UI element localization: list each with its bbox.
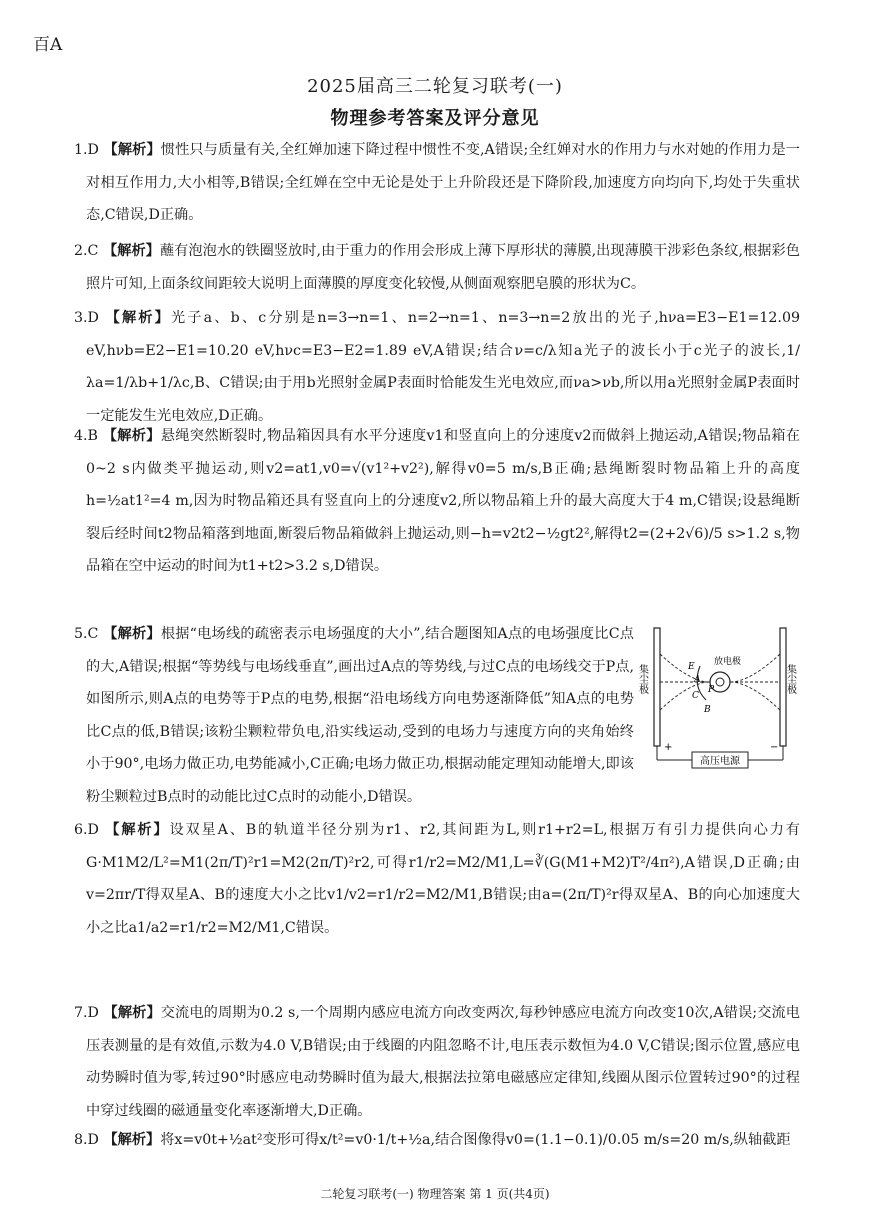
point-b-label: B: [704, 705, 711, 715]
answer-item: 3.D 【解析】光子a、b、c分别是n=3→n=1、n=2→n=1、n=3→n=2放出的光子,hνa=E3−E1=12.09 eV,hνb=E2−E1=10.20 eV,hνc=E3−E2=1.89 eV,A错误;结合ν=c/λ知a光子的波长小于c光子的波长,1/λa=1/λb+1/λc,B、C错误;由于用b光照射金属P表面时恰能发生光电效应,而νa>νb,所以用a光照射金属P表面时一定能发生光电效应,D正确。: [74, 310, 800, 424]
center-electrode-label: 放电极: [714, 657, 742, 667]
electrostatic-precipitator-diagram: [636, 624, 800, 774]
answer-item: 1.D 【解析】惯性只与质量有关,全红婵加速下降过程中惯性不变,A错误;全红婵对水的作用力与水对她的作用力是一对相互作用力,大小相等,B错误;全红婵在空中无论是处于上升阶段还是下降阶段,加速度方向均向下,均处于失重状态,C错误,D正确。: [74, 142, 800, 223]
answer-item: 6.D 【解析】设双星A、B的轨道半径分别为r1、r2,其间距为L,则r1+r2=L,根据万有引力提供向心力有G·M1M2/L²=M1(2π/T)²r1=M2(2π/T)²r2,可得r1/r2=M2/M1,L=∛(G(M1+M2)T²/4π²),A错误,D正确;由v=2πr/T得双星A、B的速度大小之比v1/v2=r1/r2=M2/M1,B错误;由a=(2π/T)²r得双星A、B的向心加速度大小之比a1/a2=r1/r2=M2/M1,C错误。: [74, 822, 800, 936]
page-title: 2025届高三二轮复习联考(一): [307, 76, 563, 97]
answer-item: 7.D 【解析】交流电的周期为0.2 s,一个周期内感应电流方向改变两次,每秒钟感应电流方向改变10次,A错误;交流电压表测量的是有效值,示数为4.0 V,B错误;由于线圈的内阻忽略不计,电压表示数恒为4.0 V,C错误;图示位置,感应电动势瞬时值为零,转过90°时感应电动势瞬时值为最大,根据法拉第电磁感应定律知,线圈从图示位置转过90°的过程中穿过线圈的磁通量变化率逐渐增大,D正确。: [74, 1005, 800, 1119]
point-a-label: A: [694, 675, 701, 685]
left-collector-label: 集尘极: [636, 664, 648, 694]
answer-item: 2.C 【解析】蘸有泡泡水的铁圈竖放时,由于重力的作用会形成上薄下厚形状的薄膜,出现薄膜干涉彩色条纹,根据彩色照片可知,上面条纹间距较大说明上面薄膜的厚度变化较慢,从侧面观察肥皂膜的形状为C。: [74, 243, 800, 292]
point-c-label: C: [692, 691, 699, 701]
minus-sign: −: [770, 742, 779, 753]
answer-item: 8.D 【解析】将x=v0t+½at²变形可得x/t²=v0·1/t+½a,结合图像得v0=(1.1−0.1)/0.05 m/s=20 m/s,纵轴截距: [74, 1132, 791, 1148]
answer-item: 5.C 【解析】根据“电场线的疏密表示电场强度的大小”,结合题图知A点的电场强度比C点的大,A错误;根据“等势线与电场线垂直”,画出过A点的等势线,与过C点的电场线交于P点,如图所示,则A点的电势等于P点的电势,根据“沿电场线方向电势逐渐降低”知A点的电势比C点的低,B错误;该粉尘颗粒带负电,沿实线运动,受到的电场力与速度方向的夹角始终小于90°,电场力做正功,电势能减小,C正确;电场力做正功,根据动能定理知动能增大,即该粉尘颗粒过B点时的动能比过C点时的动能小,D错误。: [74, 626, 634, 805]
plus-sign: +: [664, 742, 673, 753]
page-subtitle: 物理参考答案及评分意见: [330, 108, 540, 129]
point-p-label: P: [708, 685, 715, 695]
point-e-label: E: [688, 662, 695, 672]
corner-mark: 百A: [33, 35, 63, 55]
source-label: 高压电源: [700, 756, 740, 767]
page-footer: 二轮复习联考(一) 物理答案 第 1 页(共4页): [320, 1187, 550, 1201]
answer-item: 4.B 【解析】悬绳突然断裂时,物品箱因具有水平分速度v1和竖直向上的分速度v2而做斜上抛运动,A错误;物品箱在0~2 s内做类平抛运动,则v2=at1,v0=√(v1²+v2²),解得v0=5 m/s,B正确;悬绳断裂时物品箱上升的高度h=½at1²=4 m,因为时物品箱还具有竖直向上的分速度v2,所以物品箱上升的最大高度大于4 m,C错误;设悬绳断裂后经时间t2物品箱落到地面,断裂后物品箱做斜上抛运动,则−h=v2t2−½gt2²,解得t2=(2+2√6)/5 s>1.2 s,物品箱在空中运动的时间为t1+t2>3.2 s,D错误。: [74, 428, 800, 574]
right-collector-label: 集尘极: [784, 664, 796, 694]
